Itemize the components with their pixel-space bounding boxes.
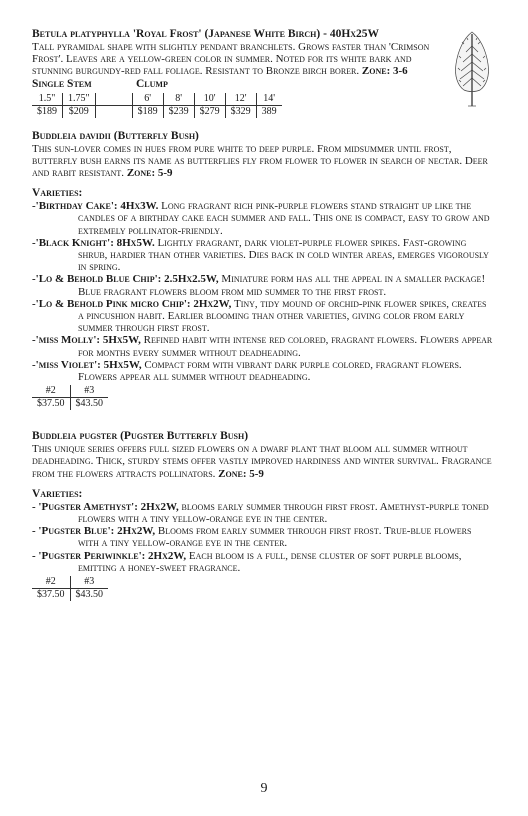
variety-name: - 'Pugster Amethyst': 2Hx2W,	[32, 500, 179, 513]
birch-title: Betula platyphylla 'Royal Frost' (Japanese White Birch) - 40Hx25W	[32, 28, 380, 40]
size-cell: 14'	[256, 93, 282, 106]
price-cell: $189	[132, 105, 163, 118]
buddleia-entry	[32, 130, 494, 411]
birch-description	[32, 41, 430, 78]
price-cell: $279	[194, 105, 225, 118]
pugster-price-table	[32, 576, 108, 601]
page-number: 9	[260, 781, 268, 796]
price-cell: $37.50	[37, 398, 65, 410]
variety-item	[32, 525, 494, 549]
buddleia-price-table	[32, 385, 108, 410]
birch-price-row	[32, 105, 282, 118]
variety-name: -'Lo & Behold Pink micro Chip': 2Hx2W,	[32, 297, 232, 310]
variety-text: Blooms from early summer through first frost. True-blue flowers with a tiny yellow-orange eye in the center.	[78, 525, 472, 550]
price-cell: $37.50	[37, 589, 65, 601]
size-cell: #3	[70, 576, 108, 589]
pugster-title: Buddleia pugster (Pugster Butterfly Bush)	[32, 430, 249, 443]
size-cell: 12'	[225, 93, 256, 106]
variety-text: Tiny, tidy mound of orchid-pink flower spikes, creates a pincushion habit. Earlier blooming than other varieties, giving color from early summer through first frost.	[78, 297, 487, 335]
pugster-zone: Zone: 5-9	[218, 467, 264, 480]
variety-name: -'Black Knight': 8Hx5W.	[32, 236, 155, 249]
clump-label: Clump	[136, 77, 168, 90]
buddleia-desc-text: This sun-lover comes in hues from pure white to deep purple. From midsummer until frost, butterfly bush earns its name as butterflies fly from flower to flower in search of nectar. Deer and rabit resistant.	[32, 142, 488, 180]
variety-text: Miniature form has all the appeal in a smaller package! Blue fragrant flowers bloom from mid summer to the first frost.	[78, 273, 486, 298]
size-cell: #2	[32, 385, 70, 398]
size-cell: 8'	[163, 93, 194, 106]
price-cell: $329	[225, 105, 256, 118]
birch-desc-text: Tall pyramidal shape with slightly pendant branchlets. Grows faster than 'Crimson Frost'. Leaves are a yellow-green color in summer. Noted for its white bark and stunning burgundy-red fall foliage. Resistant to Bronze birch borer.	[32, 41, 430, 78]
pugster-desc-text: This unique series offers full sized flowers on a dwarf plant that bloom all summer without deadheading. Thick, sturdy stems offer vastly improved hardiness and winter survival. Fragrance from the flowers attracts pollinators.	[32, 443, 492, 480]
variety-name: -'Birthday Cake': 4Hx3W.	[32, 200, 159, 213]
variety-name: - 'Pugster Periwinkle': 2Hx2W,	[32, 549, 187, 562]
variety-name: -'miss Molly': 5Hx5W,	[32, 334, 141, 347]
variety-text: Compact form with vibrant dark purple colored, fragrant flowers. Flowers appear all summer without deadheading.	[78, 358, 462, 384]
variety-text: Refined habit with intense red colored, fragrant flowers. Flowers appear for months every summer without deadheading.	[78, 334, 493, 359]
buddleia-zone: Zone: 5-9	[126, 167, 173, 180]
variety-item	[32, 200, 494, 237]
variety-text: Each bloom is a full, dense cluster of soft purple blooms, emitting a honey-sweet fragrance.	[78, 549, 462, 574]
variety-item	[32, 237, 494, 274]
birch-stem-labels	[32, 78, 494, 91]
buddleia-varieties-label: Varieties:	[32, 187, 83, 200]
variety-name: - 'Pugster Blue': 2Hx2W,	[32, 525, 156, 538]
size-cell: 10'	[194, 93, 225, 106]
birch-zone: Zone: 3-6	[361, 65, 408, 78]
variety-item	[32, 550, 494, 574]
price-cell: $43.50	[70, 398, 108, 411]
variety-name: -'miss Violet': 5Hx5W,	[32, 358, 142, 371]
buddleia-description	[32, 143, 494, 180]
single-stem-label: Single Stem	[32, 77, 92, 90]
pugster-description	[32, 443, 494, 480]
birch-price-table	[32, 93, 282, 118]
pugster-price-row	[32, 589, 108, 602]
birch-tree-illustration	[450, 28, 494, 108]
size-cell: 6'	[132, 93, 163, 106]
size-cell: #3	[70, 385, 108, 398]
birch-entry	[32, 28, 494, 118]
pugster-size-row	[32, 576, 108, 589]
variety-item	[32, 298, 494, 335]
buddleia-title: Buddleia davidii (Butterfly Bush)	[32, 129, 199, 142]
variety-text: blooms early summer through first frost. Amethyst-purple toned flowers with a tiny yellow-orange eye in the center.	[78, 500, 489, 526]
price-cell: 389	[256, 105, 282, 118]
variety-item	[32, 359, 494, 383]
size-cell: 1.75"	[63, 93, 96, 106]
size-cell: 1.5"	[32, 93, 63, 106]
price-cell: $189	[37, 105, 57, 117]
pugster-varieties-label: Varieties:	[32, 487, 83, 500]
buddleia-price-row	[32, 398, 108, 411]
variety-name: -'Lo & Behold Blue Chip': 2.5Hx2.5W,	[32, 273, 219, 286]
variety-text: Lightly fragrant, dark violet-purple flower spikes. Fast-growing shrub, hardier than other varieties. Dies back in cold winter areas, emerges vigorously in spring.	[78, 236, 489, 274]
buddleia-size-row	[32, 385, 108, 398]
price-cell: $43.50	[70, 589, 108, 602]
variety-item	[32, 501, 494, 525]
birch-size-row	[32, 93, 282, 106]
size-cell: #2	[32, 576, 70, 589]
variety-item	[32, 273, 494, 297]
price-cell: $239	[163, 105, 194, 118]
catalog-page	[32, 28, 494, 601]
pugster-entry	[32, 430, 494, 601]
variety-item	[32, 334, 494, 358]
variety-text: Long fragrant rich pink-purple flowers stand straight up like the candles of a birthday cake each summer and fall. This one is compact, easy to grow and extremely pollinator-friendly.	[78, 200, 490, 237]
price-cell: $209	[63, 105, 96, 118]
